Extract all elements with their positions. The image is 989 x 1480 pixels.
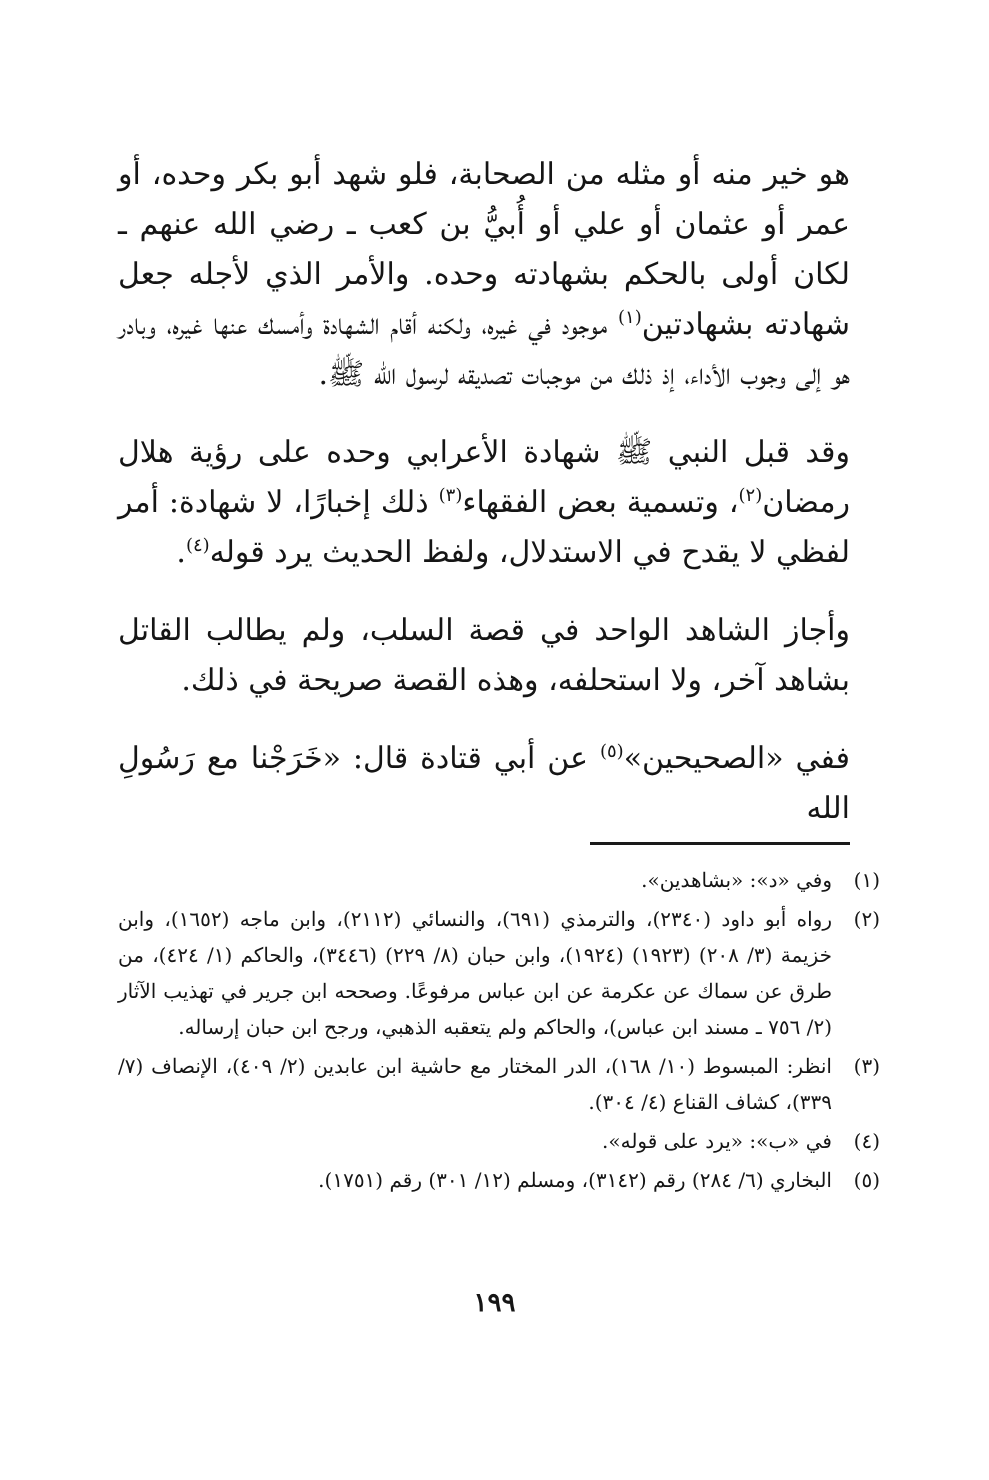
paragraph-2-text-c: ذلك إخبارًا، لا شهادة: أمر لفظي لا يقدح في الاستدلال، ولفظ الحديث يرد قوله [118,485,850,570]
footnote-text: انظر: المبسوط (١٠/ ١٦٨)، الدر المختار مع حاشية ابن عابدين (٢/ ٤٠٩)، الإنصاف (٧/ ٣٣٩)، كشاف القناع (٤/ ٣٠٤). [118,1054,832,1114]
paragraph-2-text-a: وقد قبل النبي ﷺ شهادة الأعرابي وحده على رؤية هلال رمضان [118,435,850,520]
footnote-2 [118,901,880,1045]
paragraph-4-text-b: عن أبي قتادة قال: «خَرَجْنا مع رَسُولِ الله [118,741,850,826]
footnote-ref-1[interactable]: (١) [617,307,642,328]
footnote-number: (٥) [853,1168,880,1192]
footnote-1 [118,862,880,898]
paragraph-3-text: وأجاز الشاهد الواحد في قصة السلب، ولم يطالب القاتل بشاهد آخر، ولا استحلفه، وهذه القصة صريحة في ذلك. [118,613,850,698]
paragraph-1-text-b: موجود في غيره، ولكنه أقام الشهادة وأمسك عنها غيره، وبادر هو إلى وجوب الأداء، إذ ذلك من موجبات تصديقه لرسول الله ﷺ. [118,307,850,392]
footnote-number: (٣) [853,1054,880,1078]
page-number: ١٩٩ [473,1288,516,1318]
paragraph-2-text-b: ، وتسمية بعض الفقهاء [462,485,739,520]
footnote-ref-4[interactable]: (٤) [185,535,210,556]
paragraph-2 [118,428,850,578]
footnote-text: في «ب»: «يرد على قوله». [602,1129,832,1153]
paragraph-1-text-a: هو خير منه أو مثله من الصحابة، فلو شهد أبو بكر وحده، أو عمر أو عثمان أو علي أو أُبيُّ بن كعب ـ رضي الله عنهم ـ لكان أولى بالحكم بشهادته وحده. والأمر الذي لأجله جعل شهادته بشهادتين [118,157,850,342]
footnote-separator [590,842,850,845]
paragraph-4 [118,734,850,834]
footnote-text: وفي «د»: «بشاهدين». [641,868,832,892]
paragraph-2-text-d: . [176,535,186,570]
footnote-ref-5[interactable]: (٥) [599,741,624,762]
footnote-text: رواه أبو داود (٢٣٤٠)، والترمذي (٦٩١)، والنسائي (٢١١٢)، وابن ماجه (١٦٥٢)، وابن خزيمة (٣/ ٢٠٨) (١٩٢٣) (١٩٢٤)، وابن حبان (٨/ ٢٢٩) (٣٤٤٦)، والحاكم (١/ ٤٢٤)، من طرق عن سماك عن عكرمة عن ابن عباس مرفوعًا. وصححه ابن جرير في تهذيب الآثار (٢/ ٧٥٦ ـ مسند ابن عباس)، والحاكم ولم يتعقبه الذهبي، ورجح ابن حبان إرساله. [118,907,833,1039]
footnote-4 [118,1123,880,1159]
footnotes [118,862,880,1201]
footnote-number: (٤) [853,1129,880,1153]
footnote-number: (٢) [853,907,880,931]
footnote-5 [118,1162,880,1198]
paragraph-1 [118,150,850,400]
footnote-ref-3[interactable]: (٣) [438,485,463,506]
footnote-number: (١) [853,868,880,892]
paragraph-3 [118,606,850,706]
footnote-3 [118,1048,880,1120]
footnote-text: البخاري (٦/ ٢٨٤) رقم (٣١٤٢)، ومسلم (١٢/ ٣٠١) رقم (١٧٥١). [318,1168,832,1192]
footnote-ref-2[interactable]: (٢) [738,485,763,506]
paragraph-4-text-a: ففي «الصحيحين» [623,741,850,776]
main-text [118,150,850,834]
